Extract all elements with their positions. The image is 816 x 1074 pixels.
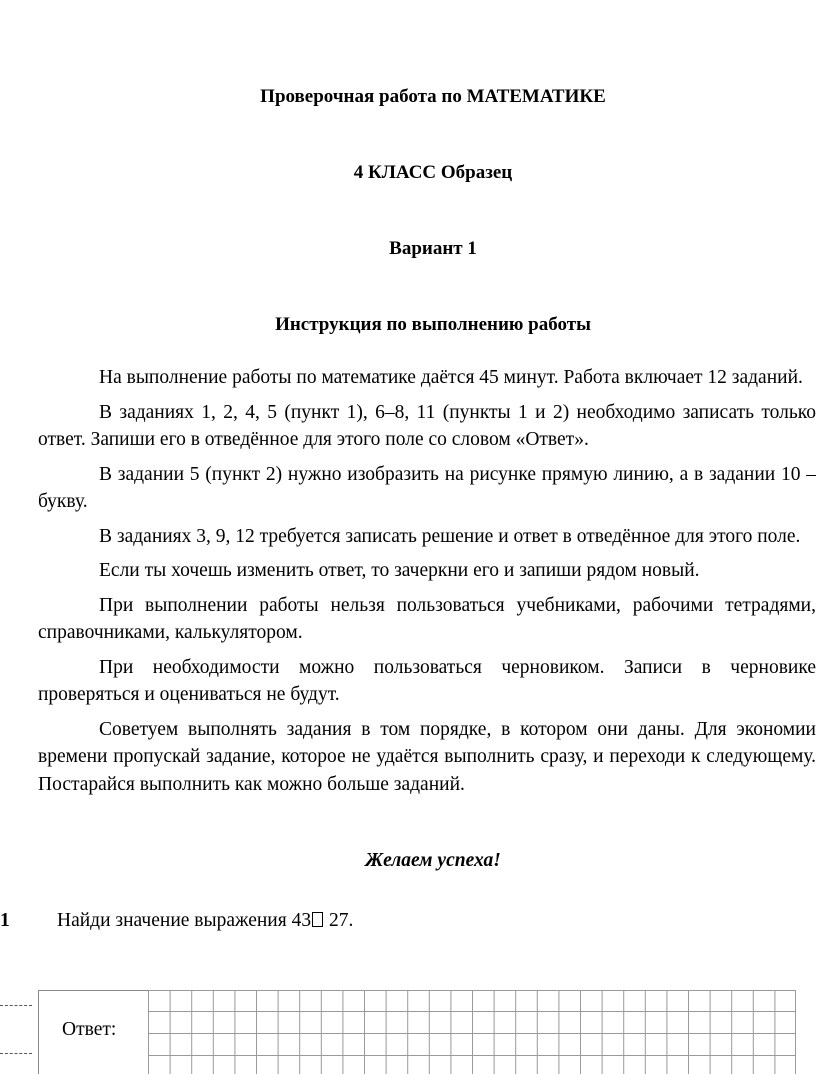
instruction-paragraph: При выполнении работы нельзя пользоваться учебниками, рабочими тетрадями, справочниками, калькулятором.: [38, 594, 816, 643]
instruction-paragraph: В заданиях 1, 2, 4, 5 (пункт 1), 6–8, 11 (пункты 1 и 2) необходимо записать только ответ. Запиши его в отведённое для этого поле со словом «Ответ».: [38, 401, 816, 450]
task-text: [57, 910, 353, 932]
instruction-paragraph: При необходимости можно пользоваться черновиком. Записи в черновике проверяться и оцениваться не будут.: [38, 656, 816, 705]
good-luck-text: Желаем успеха!: [365, 850, 501, 871]
cut-line-dash: [0, 1053, 32, 1054]
page-title: Проверочная работа по МАТЕМАТИКЕ: [260, 86, 606, 107]
variant-label: Вариант 1: [389, 238, 477, 259]
task-number: 1: [0, 910, 10, 931]
answer-grid[interactable]: [148, 990, 796, 1074]
instructions-heading: Инструкция по выполнению работы: [275, 314, 591, 335]
cut-line-dash: [0, 1005, 32, 1006]
instruction-paragraph: В заданиях 3, 9, 12 требуется записать решение и ответ в отведённое для этого поле.: [99, 525, 801, 547]
grade-label: 4 КЛАСС Образец: [353, 162, 513, 183]
instruction-paragraph: Если ты хочешь изменить ответ, то зачеркни его и запиши рядом новый.: [99, 560, 700, 581]
task-text-after: 27.: [324, 910, 354, 931]
instruction-paragraph: В задании 5 (пункт 2) нужно изобразить на рисунке прямую линию, а в задании 10 – букву.: [38, 463, 816, 512]
missing-glyph-icon: [312, 912, 323, 927]
task-text-before: Найди значение выражения 43: [57, 910, 312, 931]
answer-label: Ответ:: [62, 1019, 117, 1040]
instruction-paragraph: Советуем выполнять задания в том порядке, в котором они даны. Для экономии времени пропускай задание, которое не удаётся выполнить сразу, и переходи к следующему. Постарайся выполнить как можно больше заданий.: [38, 718, 816, 795]
instructions-body: [38, 364, 816, 805]
instruction-paragraph: На выполнение работы по математике даётся 45 минут. Работа включает 12 заданий.: [99, 367, 803, 388]
